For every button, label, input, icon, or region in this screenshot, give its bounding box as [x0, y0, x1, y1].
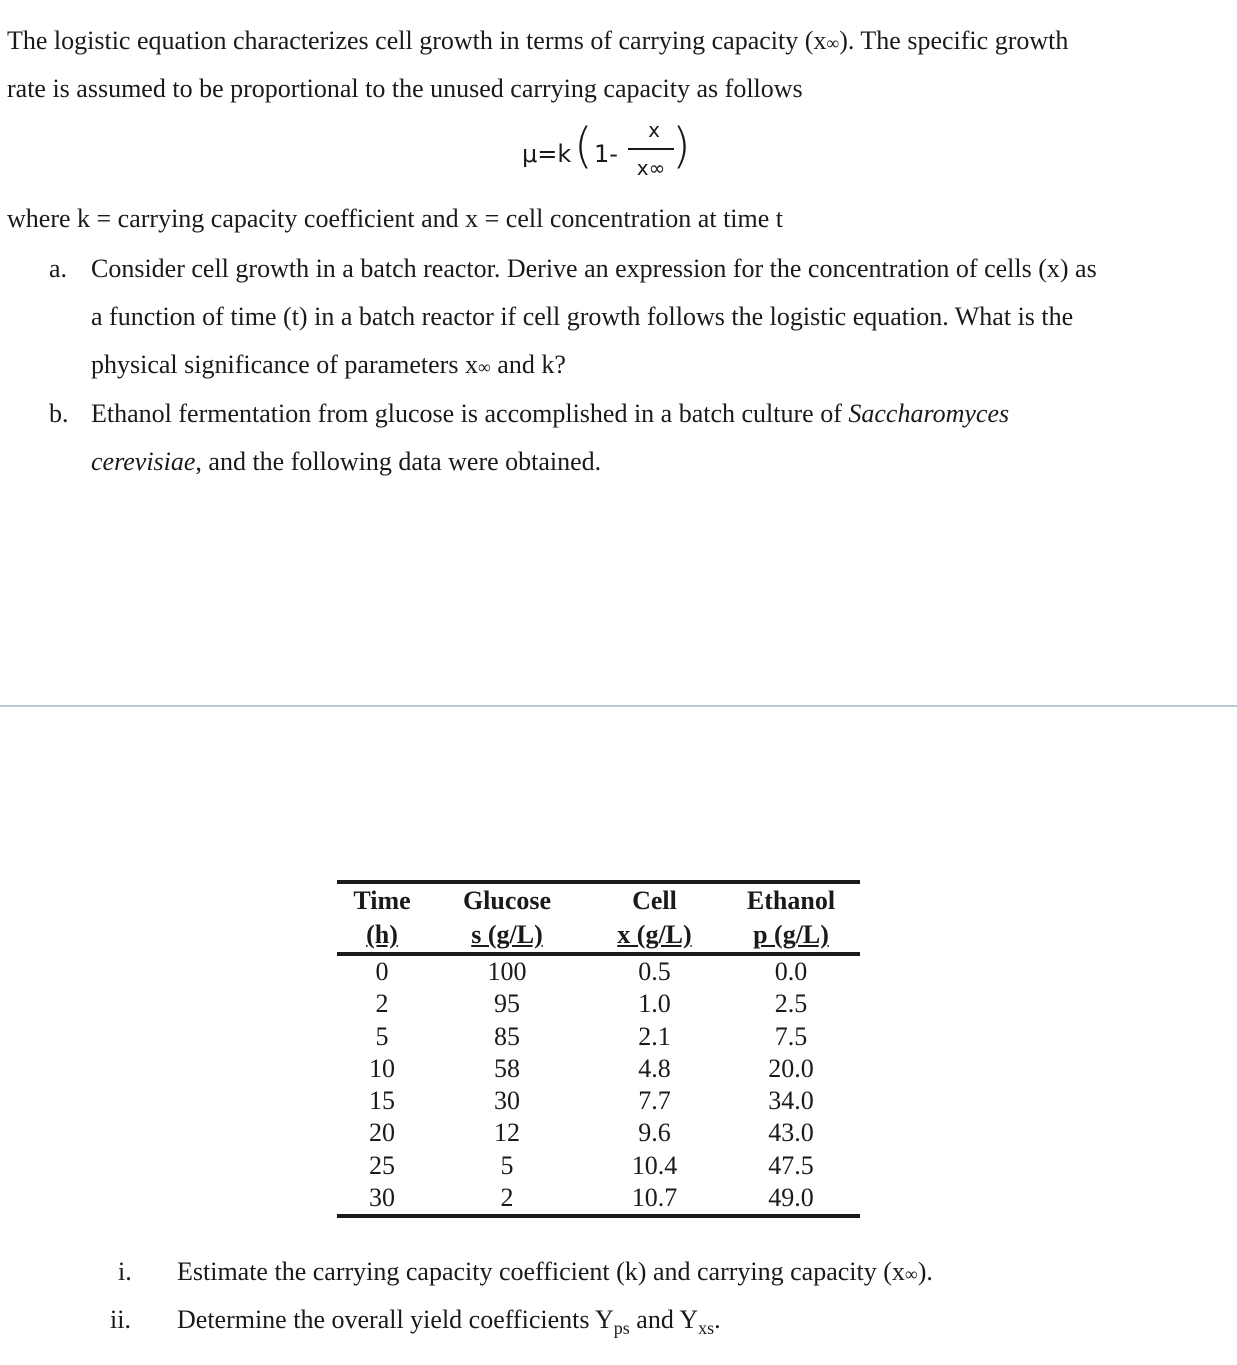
header-time-unit	[337, 918, 427, 954]
table-body	[337, 954, 860, 1216]
table-cell: 0	[375, 957, 389, 986]
unit-label: (h)	[366, 920, 398, 949]
question-ii-text	[177, 1305, 721, 1338]
table-row	[337, 1053, 860, 1085]
table-cell: 20.0	[768, 1053, 814, 1083]
table-cell: 30	[494, 1086, 520, 1116]
part-a-letter: a.	[49, 254, 68, 283]
table-cell: 1.0	[638, 989, 671, 1019]
table-cell: 85	[494, 1021, 520, 1051]
table-cell: 9.6	[638, 1118, 671, 1148]
table-cell: 2.5	[774, 989, 808, 1019]
header-glucose: Glucose	[462, 886, 552, 915]
intro-text: ). The specific growth	[839, 26, 1069, 55]
formula-numerator: x	[648, 118, 660, 142]
question-ii-number: ii.	[110, 1305, 131, 1334]
part-a-text: and k?	[490, 350, 566, 379]
unit-label: p (g/L)	[753, 920, 829, 949]
header-time: Time	[353, 886, 411, 915]
table-cell: 7.7	[638, 1086, 671, 1116]
table-cell: 20	[369, 1118, 395, 1148]
part-b-text: Ethanol fermentation from glucose is accomplished in a batch culture of	[91, 399, 849, 428]
part-a-line-3	[91, 352, 566, 378]
table-cell: 2.1	[638, 1021, 671, 1051]
species-genus: Saccharomyces	[848, 399, 1010, 428]
table-cell: 7.5	[774, 1021, 808, 1051]
table-header-row-2	[337, 918, 860, 954]
formula-one-minus: 1-	[594, 140, 618, 168]
table-cell: 5	[375, 1021, 389, 1051]
table-cell: 10.4	[631, 1150, 678, 1180]
table-row	[337, 1182, 860, 1216]
subscript: xs	[698, 1318, 715, 1338]
table-cell: 58	[494, 1053, 520, 1083]
part-b-line-1	[91, 401, 1009, 427]
header-ethanol-unit	[722, 918, 860, 954]
question-i-text	[177, 1259, 933, 1285]
table-cell: 49.0	[768, 1183, 814, 1213]
infinity-symbol: ∞	[826, 33, 840, 53]
intro-text: The logistic equation characterizes cell growth in terms of carrying capacity (x	[7, 26, 827, 55]
fermentation-data-table	[337, 880, 860, 1218]
header-glucose-unit	[427, 918, 587, 954]
question-text: ).	[917, 1257, 933, 1286]
table-cell: 12	[494, 1118, 520, 1148]
formula-open-paren: (	[574, 118, 593, 174]
where-line: where k = carrying capacity coefficient and x = cell concentration at time t	[7, 204, 784, 233]
table-cell: 0.0	[774, 957, 808, 986]
table-row	[337, 1117, 860, 1149]
infinity-symbol: ∞	[904, 1264, 918, 1284]
part-b-line-2	[91, 449, 601, 475]
intro-line-2: rate is assumed to be proportional to the unused carrying capacity as follows	[7, 74, 803, 103]
table-row	[337, 1085, 860, 1117]
unit-label: s (g/L)	[471, 920, 543, 949]
table-cell: 4.8	[638, 1053, 671, 1083]
intro-line-1	[7, 28, 1068, 54]
part-b-letter: b.	[49, 399, 69, 428]
table-cell: 34.0	[768, 1086, 814, 1116]
table-header-row-1	[337, 882, 860, 918]
table-cell: 0.5	[638, 957, 671, 986]
table-cell: 25	[369, 1150, 395, 1180]
table-row	[337, 954, 860, 988]
part-a-line-1: Consider cell growth in a batch reactor. Derive an expression for the concentration of cells (x) as	[91, 254, 1097, 283]
page-divider	[0, 705, 1237, 707]
part-b-text: , and the following data were obtained.	[195, 447, 602, 476]
table-cell: 5	[500, 1150, 514, 1180]
table-cell: 10	[369, 1053, 395, 1083]
formula-denominator: x∞	[636, 156, 666, 180]
subscript: ps	[613, 1318, 630, 1338]
part-a-text: physical significance of parameters x	[91, 350, 478, 379]
table-cell: 15	[369, 1086, 395, 1116]
question-text: Estimate the carrying capacity coefficient (k) and carrying capacity (x	[177, 1257, 905, 1286]
table-cell: 47.5	[768, 1150, 814, 1180]
unit-label: x (g/L)	[617, 920, 692, 949]
species-epithet: cerevisiae	[91, 447, 196, 476]
table-cell: 95	[494, 989, 520, 1019]
infinity-symbol: ∞	[477, 357, 491, 377]
formula-close-paren: )	[672, 118, 691, 174]
formula-lhs: μ=k	[522, 140, 572, 168]
table-cell: 43.0	[768, 1118, 814, 1148]
question-text: .	[714, 1305, 721, 1334]
logistic-equation	[522, 118, 692, 190]
table-cell: 30	[369, 1183, 395, 1213]
table-cell: 100	[487, 957, 527, 986]
question-text: and Y	[629, 1305, 699, 1334]
header-cell-unit	[587, 918, 722, 954]
table-cell: 2	[375, 989, 389, 1019]
question-text: Determine the overall yield coefficients Y	[177, 1305, 614, 1334]
fraction-bar	[628, 148, 674, 150]
header-cell: Cell	[632, 886, 677, 915]
table-row	[337, 988, 860, 1020]
table-row	[337, 1150, 860, 1182]
table-cell: 10.7	[631, 1183, 678, 1213]
part-a-line-2: a function of time (t) in a batch reactor if cell growth follows the logistic equation. What is the	[91, 302, 1074, 331]
table-row	[337, 1021, 860, 1053]
header-ethanol: Ethanol	[746, 886, 836, 915]
question-i-number: i.	[118, 1257, 132, 1286]
table-cell: 2	[500, 1183, 514, 1213]
